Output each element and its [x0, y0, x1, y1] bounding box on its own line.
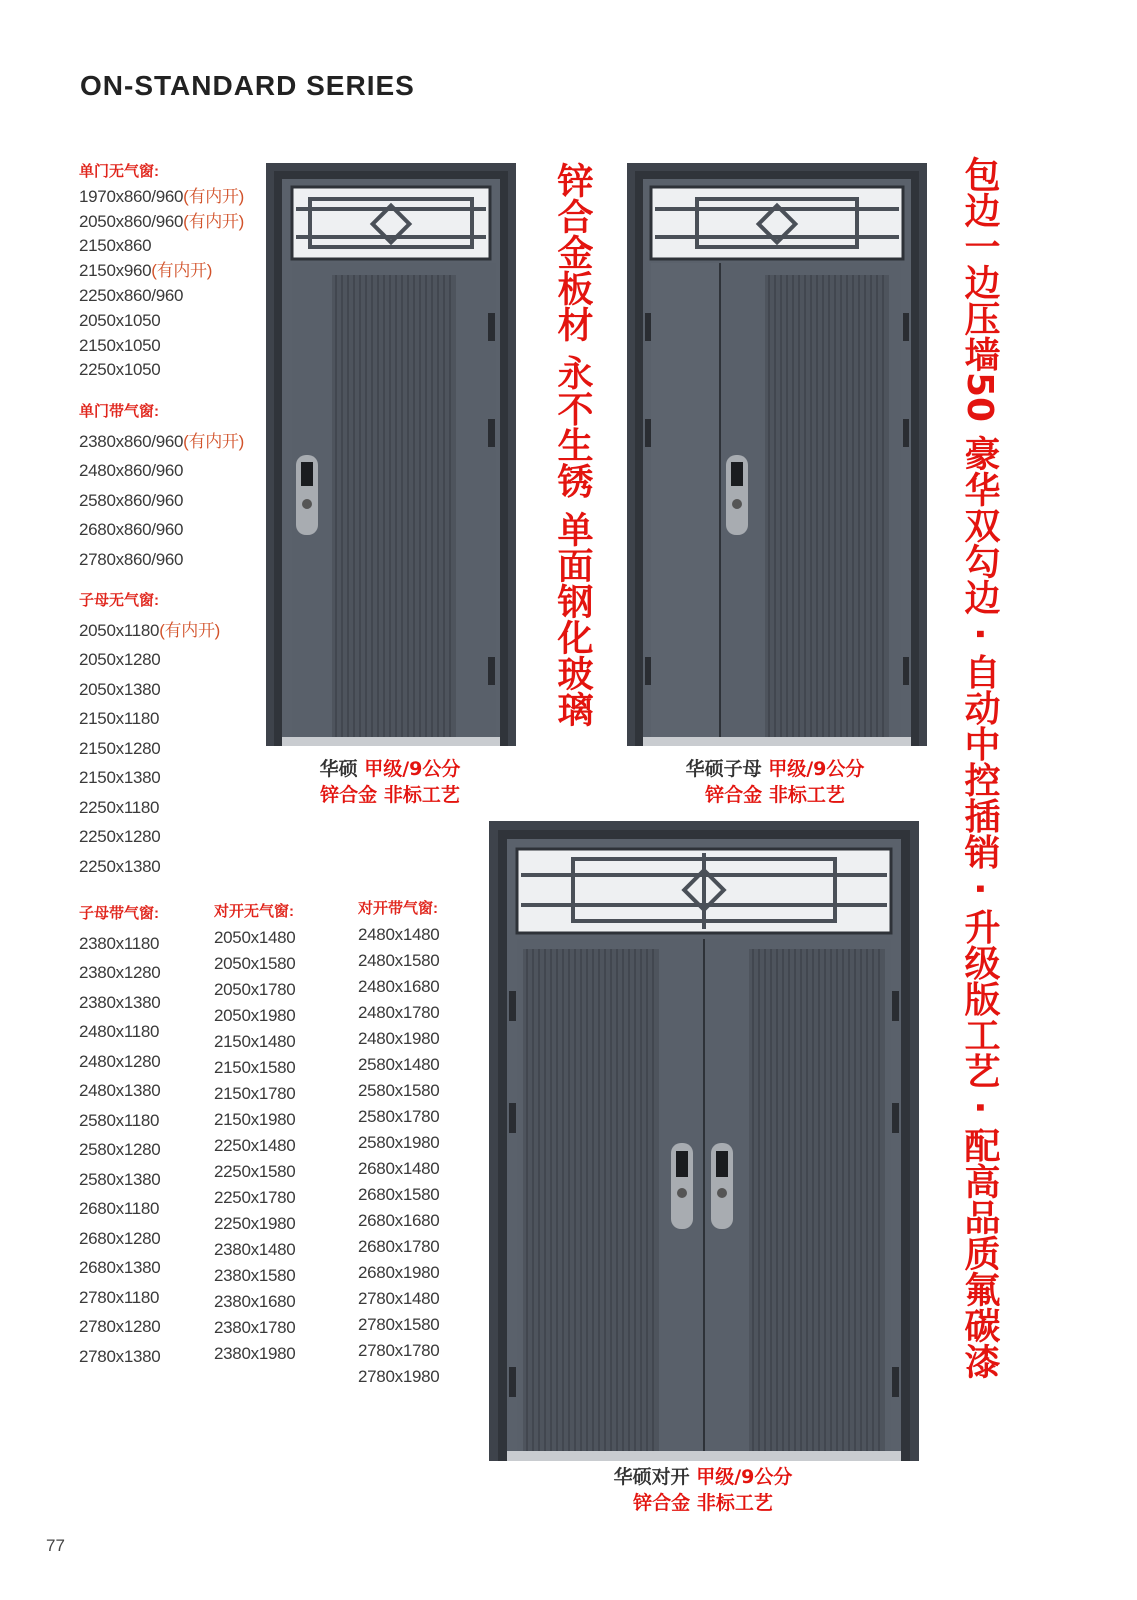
spec-size-item: 2480x1980	[358, 1029, 440, 1048]
spec-size-item	[79, 284, 279, 309]
spec-size-value: 2150x860	[79, 236, 152, 256]
spec-size-item: 2380x1780	[214, 1318, 296, 1337]
spec-inward-note: (有内开)	[151, 261, 213, 281]
spec-size-item: 2580x1180	[79, 1110, 160, 1130]
product-grade: 甲级/9公分	[696, 1466, 793, 1488]
spec-size-value: 2480x860/960	[79, 461, 184, 481]
spec-size-item	[79, 234, 279, 259]
spec-size-item: 2680x1680	[358, 1211, 440, 1230]
spec-size-item: 2250x1780	[214, 1188, 296, 1207]
spec-size-value: 2250x860/960	[79, 285, 184, 305]
single-door-image	[266, 163, 516, 746]
spec-column-double-with-window	[358, 896, 488, 1390]
spec-size-item: 2780x1280	[79, 1317, 161, 1336]
spec-inward-note: (有内开)	[159, 620, 221, 640]
caption-double	[583, 1464, 823, 1516]
spec-inward-note: (有内开)	[183, 186, 244, 206]
spec-size-item	[79, 486, 279, 516]
spec-size-item: 2780x1180	[79, 1287, 160, 1307]
spec-size-item: 2150x1780	[214, 1084, 296, 1103]
spec-size-value: 2050x860/960	[79, 211, 184, 231]
spec-size-item	[79, 309, 279, 334]
spec-size-item: 2680x1280	[79, 1228, 161, 1248]
spec-heading: 子母无气窗:	[79, 592, 159, 610]
page-number: 77	[46, 1536, 65, 1555]
spec-size-item: 2480x1280	[79, 1051, 161, 1071]
spec-size-item: 2380x1980	[214, 1344, 296, 1363]
spec-size-item	[79, 734, 279, 764]
spec-section-double-no-window	[214, 899, 344, 1367]
spec-size-item	[79, 675, 279, 705]
spec-size-item: 2250x1480	[214, 1136, 296, 1155]
spec-size-item	[79, 645, 279, 675]
spec-size-item: 2780x1980	[358, 1367, 440, 1386]
product-grade: 甲级/9公分	[364, 758, 461, 780]
spec-size-value: 2250x1280	[79, 827, 161, 847]
spec-size-item: 2480x1380	[79, 1081, 161, 1100]
spec-heading: 单门无气窗:	[79, 163, 159, 180]
product-name: 华硕对开	[613, 1466, 690, 1488]
spec-size-value: 2250x1050	[79, 360, 161, 380]
product-material: 锌合金	[705, 784, 763, 806]
spec-size-item	[79, 358, 279, 383]
spec-size-item: 2380x1380	[79, 992, 161, 1012]
spec-column-left	[79, 160, 279, 881]
spec-size-item: 2780x1380	[79, 1346, 161, 1366]
spec-size-value: 2150x960	[79, 261, 152, 281]
product-material: 锌合金	[633, 1492, 691, 1514]
spec-size-value: 2150x1050	[79, 335, 161, 355]
product-process: 非标工艺	[768, 784, 845, 806]
spec-size-item: 2050x1780	[214, 980, 296, 999]
spec-heading: 对开带气窗:	[358, 900, 438, 917]
spec-size-item: 2480x1480	[358, 925, 440, 944]
spec-size-value: 2380x860/960	[79, 431, 184, 451]
spec-size-value: 2050x1180	[79, 620, 160, 640]
product-process: 非标工艺	[383, 784, 460, 806]
spec-size-item: 2680x1580	[358, 1185, 440, 1204]
tagline-right: 包边一边压墙50 豪华双勾边 · 自动中控插销 · 升级版工艺 · 配高品质氟碳漆	[959, 156, 1000, 1379]
spec-size-item: 2680x1980	[358, 1263, 440, 1282]
spec-size-item: 2150x1480	[214, 1032, 296, 1051]
spec-size-item: 2050x1980	[214, 1006, 296, 1025]
spec-size-item	[79, 210, 279, 235]
spec-size-item: 2480x1780	[358, 1003, 440, 1022]
spec-size-item: 2150x1580	[214, 1058, 296, 1077]
spec-size-value: 2150x1180	[79, 709, 160, 729]
spec-size-item: 2580x1480	[358, 1055, 440, 1074]
spec-inward-note: (有内开)	[183, 211, 244, 231]
product-name: 华硕	[319, 758, 358, 780]
spec-size-value: 2050x1050	[79, 310, 161, 330]
spec-size-item: 2380x1480	[214, 1240, 296, 1259]
spec-size-item: 2150x1980	[214, 1110, 296, 1129]
spec-size-item	[79, 822, 279, 852]
spec-size-value: 2250x1380	[79, 856, 161, 876]
double-door-image	[489, 821, 919, 1461]
spec-section-double-with-window	[358, 896, 488, 1390]
spec-column-mother-with-window	[79, 899, 209, 1371]
spec-size-item: 2480x1180	[79, 1022, 160, 1041]
spec-size-item: 2380x1180	[79, 933, 160, 953]
caption-mother	[655, 756, 895, 808]
spec-size-value: 2680x860/960	[79, 520, 184, 540]
spec-section-mother-no-window	[79, 586, 279, 881]
spec-size-item: 2050x1480	[214, 928, 296, 947]
spec-size-item	[79, 259, 279, 284]
spec-column-double-no-window	[214, 899, 344, 1367]
spec-size-item	[79, 185, 279, 210]
spec-size-item: 2480x1580	[358, 951, 440, 970]
spec-size-item	[79, 456, 279, 486]
spec-size-item: 2680x1780	[358, 1237, 440, 1256]
spec-size-item	[79, 852, 279, 882]
spec-size-value: 2050x1380	[79, 679, 161, 699]
spec-size-item	[79, 545, 279, 575]
spec-size-value: 2150x1380	[79, 768, 161, 788]
spec-size-value: 2150x1280	[79, 738, 161, 758]
spec-size-item: 2580x1780	[358, 1107, 440, 1126]
spec-size-item: 2050x1580	[214, 954, 296, 973]
spec-size-item	[79, 616, 279, 646]
spec-size-value: 2780x860/960	[79, 549, 184, 569]
page-title: ON-STANDARD SERIES	[80, 70, 415, 101]
spec-size-item: 2580x1580	[358, 1081, 440, 1100]
spec-size-item: 2580x1380	[79, 1169, 161, 1189]
spec-size-item: 2380x1680	[214, 1292, 296, 1311]
tagline-middle: 锌合金板材 永不生锈 单面钢化玻璃	[552, 162, 593, 728]
spec-section-single-no-window	[79, 160, 279, 383]
spec-size-item: 2680x1180	[79, 1199, 160, 1218]
spec-size-item	[79, 763, 279, 793]
product-material: 锌合金	[320, 784, 378, 806]
spec-size-item: 2380x1280	[79, 963, 161, 982]
spec-size-item: 2250x1980	[214, 1214, 296, 1233]
spec-size-item: 2780x1780	[358, 1341, 440, 1360]
spec-size-item	[79, 334, 279, 359]
spec-size-value: 2580x860/960	[79, 490, 184, 510]
spec-size-item	[79, 427, 279, 457]
product-process: 非标工艺	[696, 1492, 773, 1514]
spec-size-item	[79, 793, 279, 823]
spec-size-item: 2480x1680	[358, 977, 440, 996]
spec-size-item	[79, 704, 279, 734]
spec-size-item: 2780x1480	[358, 1289, 440, 1308]
spec-size-item: 2680x1380	[79, 1258, 161, 1277]
spec-inward-note: (有内开)	[183, 431, 244, 451]
spec-size-item: 2250x1580	[214, 1162, 296, 1181]
mother-door-image	[627, 163, 927, 746]
spec-size-item	[79, 515, 279, 545]
spec-section-single-with-window	[79, 397, 279, 574]
spec-size-item: 2380x1580	[214, 1266, 296, 1285]
product-name: 华硕子母	[685, 758, 762, 780]
spec-size-value: 2250x1180	[79, 797, 160, 817]
product-grade: 甲级/9公分	[768, 758, 865, 780]
spec-heading: 子母带气窗:	[79, 905, 159, 922]
spec-size-item: 2680x1480	[358, 1159, 440, 1178]
spec-size-value: 1970x860/960	[79, 186, 184, 206]
spec-heading: 单门带气窗:	[79, 403, 159, 421]
spec-size-item: 2780x1580	[358, 1315, 440, 1334]
spec-size-value: 2050x1280	[79, 650, 161, 670]
caption-single	[290, 756, 490, 808]
spec-section-mother-with-window	[79, 899, 209, 1371]
spec-heading: 对开无气窗:	[214, 903, 294, 920]
spec-size-item: 2580x1980	[358, 1133, 440, 1152]
spec-size-item: 2580x1280	[79, 1140, 161, 1159]
